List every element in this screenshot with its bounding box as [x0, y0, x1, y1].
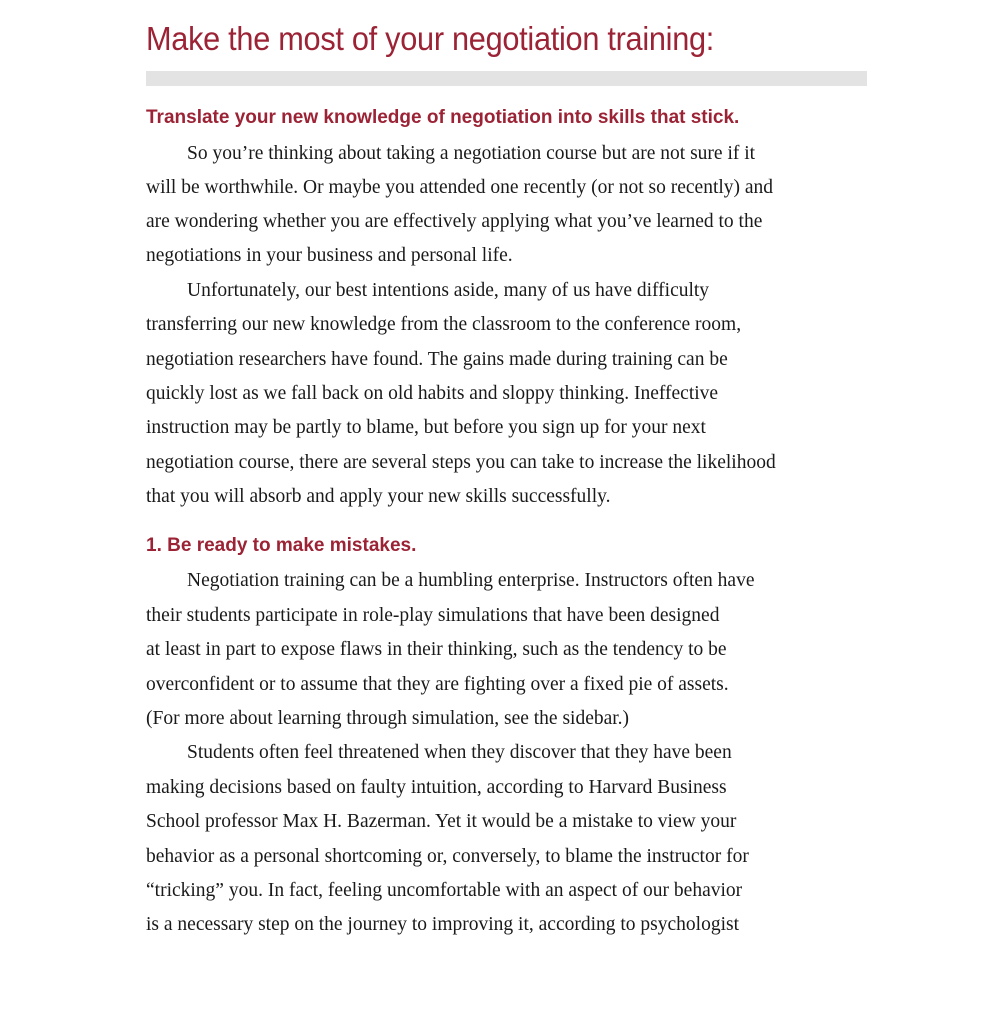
- section-heading-translate: Translate your new knowledge of negotiation into skills that stick.: [146, 107, 740, 128]
- paragraph-line: at least in part to expose flaws in their thinking, such as the tendency to be: [146, 639, 727, 660]
- paragraph-line: School professor Max H. Bazerman. Yet it would be a mistake to view your: [146, 811, 737, 832]
- paragraph-line: behavior as a personal shortcoming or, conversely, to blame the instructor for: [146, 846, 749, 867]
- section-heading-mistakes: 1. Be ready to make mistakes.: [146, 535, 417, 556]
- paragraph-line: will be worthwhile. Or maybe you attended one recently (or not so recently) and: [146, 177, 774, 198]
- paragraph-line: “tricking” you. In fact, feeling uncomfortable with an aspect of our behavior: [146, 880, 743, 901]
- paragraph-line: quickly lost as we fall back on old habits and sloppy thinking. Ineffective: [146, 383, 719, 404]
- paragraph-line: instruction may be partly to blame, but before you sign up for your next: [146, 417, 706, 438]
- paragraph-line: So you’re thinking about taking a negotiation course but are not sure if it: [187, 143, 756, 164]
- paragraph-line: transferring our new knowledge from the classroom to the conference room,: [146, 314, 742, 335]
- paragraph-line: making decisions based on faulty intuition, according to Harvard Business: [146, 777, 727, 798]
- paragraph-line: Students often feel threatened when they discover that they have been: [187, 742, 732, 763]
- paragraph-line: negotiation researchers have found. The gains made during training can be: [146, 349, 728, 370]
- paragraph-line: are wondering whether you are effectively applying what you’ve learned to the: [146, 211, 763, 232]
- paragraph-line: Negotiation training can be a humbling enterprise. Instructors often have: [187, 570, 755, 591]
- paragraph-line: overconfident or to assume that they are fighting over a fixed pie of assets.: [146, 674, 729, 695]
- paragraph-line: Unfortunately, our best intentions aside, many of us have difficulty: [187, 280, 710, 301]
- paragraph-line: negotiation course, there are several steps you can take to increase the likelihood: [146, 452, 776, 473]
- paragraph-line: their students participate in role-play simulations that have been designed: [146, 605, 720, 626]
- title-divider: [146, 71, 867, 86]
- paragraph-line: negotiations in your business and personal life.: [146, 245, 513, 266]
- paragraph-line: (For more about learning through simulation, see the sidebar.): [146, 708, 630, 729]
- page-title: Make the most of your negotiation training:: [146, 20, 715, 57]
- paragraph-line: that you will absorb and apply your new skills successfully.: [146, 486, 611, 507]
- paragraph-line: is a necessary step on the journey to improving it, according to psychologist: [146, 914, 740, 935]
